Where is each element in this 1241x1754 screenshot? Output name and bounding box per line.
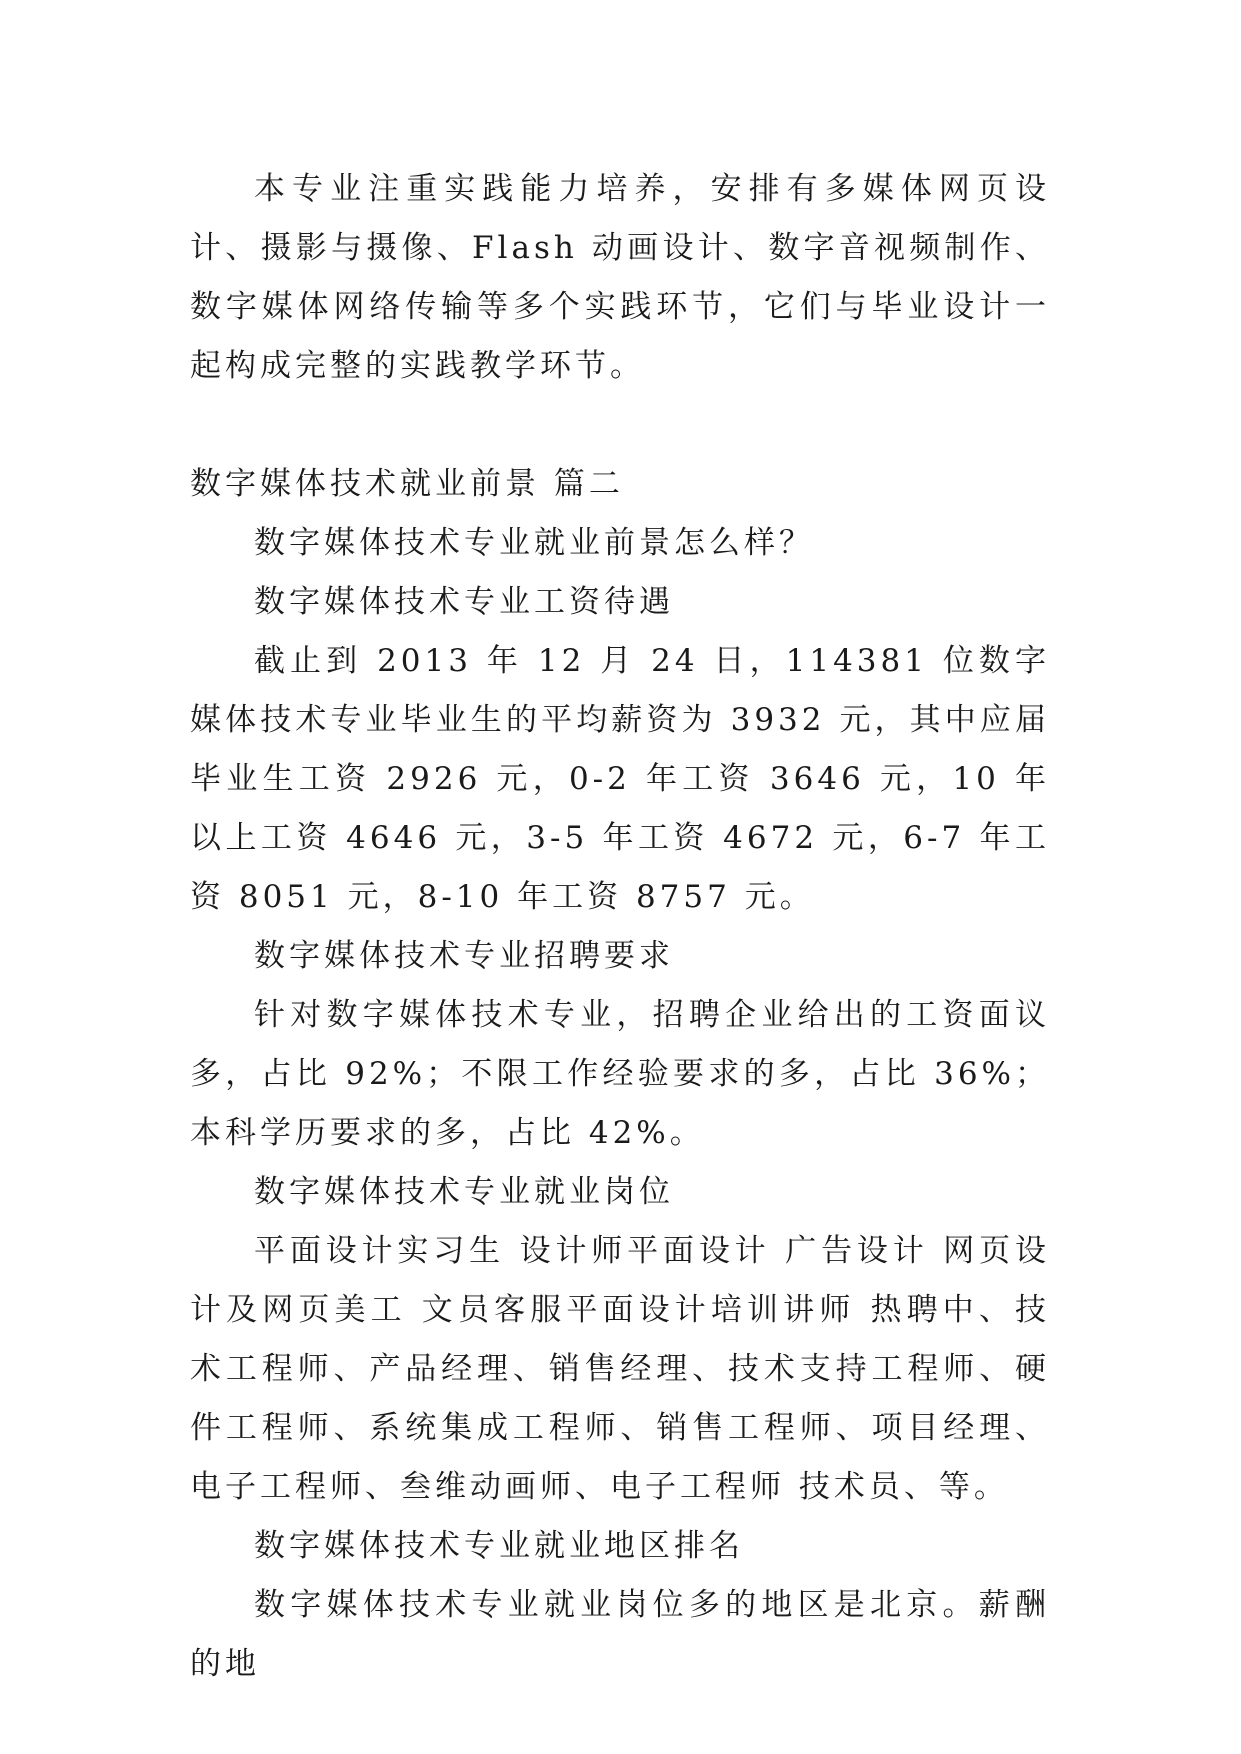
subheading-outlook: 数字媒体技术专业就业前景怎么样？ [254,525,814,561]
subheading-salary: 数字媒体技术专业工资待遇 [254,584,674,620]
salary-paragraph: 截止到 2013 年 12 月 24 日，114381 位数字媒体技术专业毕业生的平均薪资为 3932 元，其中应届毕业生工资 2926 元，0-2 年工资 3646 元，10 年以上工资 4646 元，3-5 年工资 4672 元，6-7 年工资 8051 元，8-10 年工资 8757 元。 [190,643,1050,915]
subheading-requirements: 数字媒体技术专业招聘要求 [254,938,674,974]
positions-paragraph: 平面设计实习生 设计师平面设计 广告设计 网页设计及网页美工 文员客服平面设计培训讲师 热聘中、技术工程师、产品经理、销售经理、技术支持工程师、硬件工程师、系统集成工程师、销售工程师、项目经理、电子工程师、叁维动画师、电子工程师 技术员、等。 [190,1233,1050,1505]
document-body [190,160,1050,1694]
section-heading: 数字媒体技术就业前景 篇二 [190,466,624,502]
subheading-positions: 数字媒体技术专业就业岗位 [254,1174,674,1210]
subheading-regions: 数字媒体技术专业就业地区排名 [254,1528,744,1564]
intro-paragraph: 本专业注重实践能力培养，安排有多媒体网页设计、摄影与摄像、Flash 动画设计、数字音视频制作、数字媒体网络传输等多个实践环节，它们与毕业设计一起构成完整的实践教学环节。 [190,171,1050,384]
requirements-paragraph: 针对数字媒体技术专业，招聘企业给出的工资面议多，占比 92%；不限工作经验要求的多，占比 36%；本科学历要求的多，占比 42%。 [190,997,1050,1151]
regions-paragraph: 数字媒体技术专业就业岗位多的地区是北京。薪酬的地 [190,1587,1050,1682]
